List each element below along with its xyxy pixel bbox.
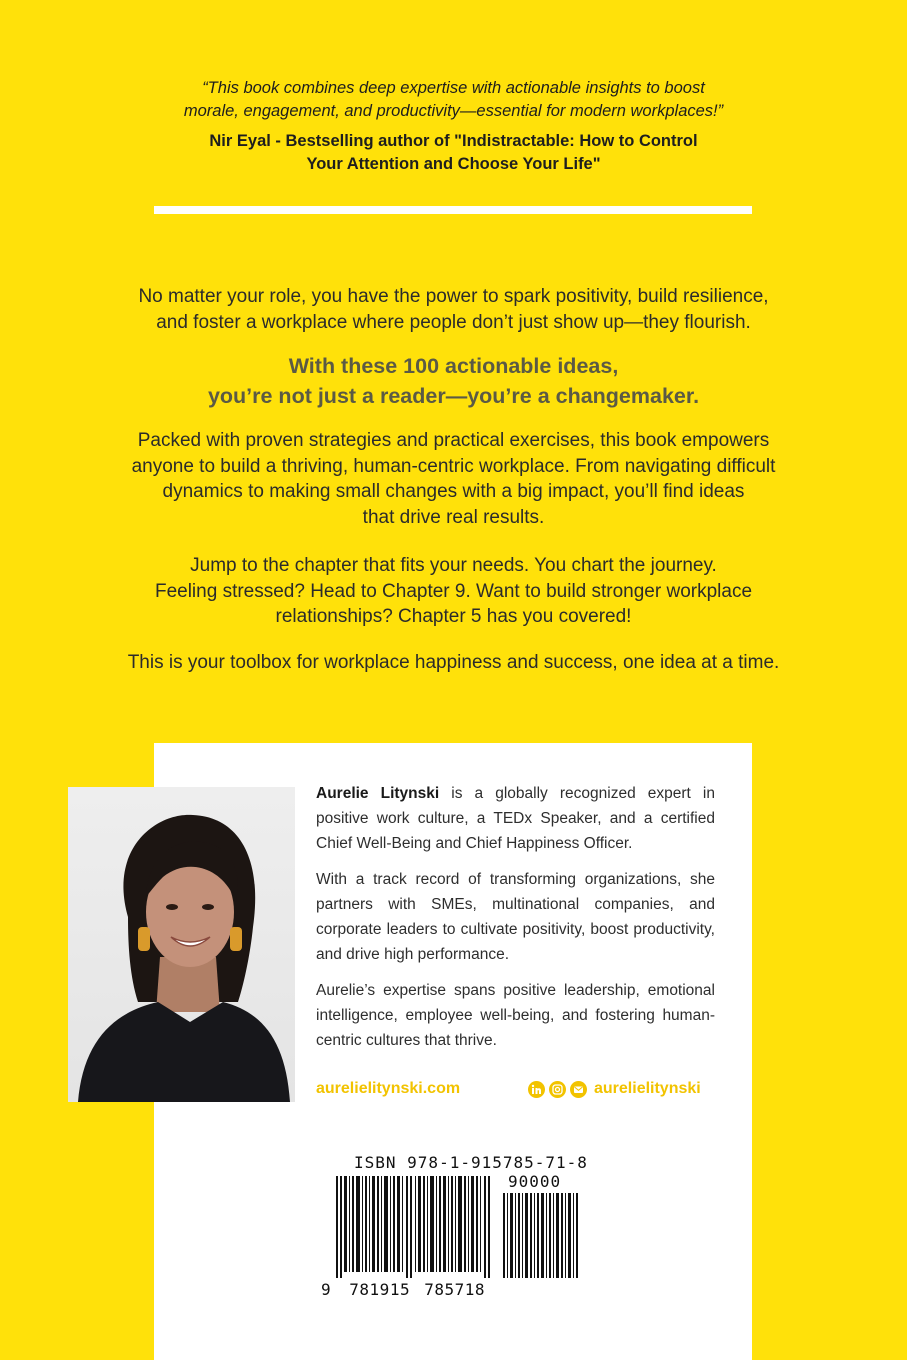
intro-paragraph	[60, 284, 847, 335]
supplement-digits: 90000	[508, 1172, 562, 1191]
supplement-barcode	[503, 1193, 581, 1278]
quote-line: morale, engagement, and productivity—essential for modern workplaces!”	[183, 102, 724, 120]
text-line: dynamics to making small changes with a big impact, you’ll find ideas	[162, 481, 745, 502]
social-links	[528, 1080, 701, 1098]
divider	[154, 206, 752, 214]
social-handle[interactable]: aurelielitynski	[594, 1080, 701, 1097]
author-name: Aurelie Litynski	[316, 785, 440, 802]
text-line: Packed with proven strategies and practical exercises, this book empowers	[137, 430, 770, 451]
ean-group-left: 781915	[349, 1280, 411, 1299]
attribution-line: Nir Eyal - Bestselling author of "Indistractable: How to Control	[209, 132, 698, 150]
ean-first-digit: 9	[321, 1280, 332, 1299]
attribution-line: Your Attention and Choose Your Life"	[306, 155, 601, 173]
text-line: relationships? Chapter 5 has you covered!	[275, 606, 632, 627]
isbn-label: ISBN 978-1-915785-71-8	[354, 1153, 588, 1172]
testimonial-attribution	[90, 130, 817, 176]
text-line: No matter your role, you have the power to spark positivity, build resilience,	[138, 286, 769, 307]
highlight-statement	[60, 351, 847, 411]
author-photo	[68, 787, 295, 1102]
linkedin-icon[interactable]	[528, 1081, 545, 1098]
isbn-barcode	[336, 1176, 492, 1278]
testimonial-quote	[90, 77, 817, 123]
text-line: Feeling stressed? Head to Chapter 9. Want to build stronger workplace	[154, 580, 753, 602]
author-bio-expertise: Aurelie’s expertise spans positive leadership, emotional intelligence, employee well-being, and fostering human-centric cultures that thrive.	[316, 982, 715, 1049]
text-line: you’re not just a reader—you’re a changemaker.	[207, 384, 700, 408]
author-bio-intro	[316, 781, 715, 856]
text-line: Jump to the chapter that fits your needs. You chart the journey.	[190, 555, 717, 576]
ean-group-right: 785718	[424, 1280, 486, 1299]
text-line: With these 100 actionable ideas,	[288, 354, 619, 378]
instagram-icon[interactable]	[549, 1081, 566, 1098]
text-line: that drive real results.	[362, 506, 545, 528]
quote-line: “This book combines deep expertise with actionable insights to boost	[202, 79, 705, 97]
chapter-guide-paragraph	[60, 553, 847, 630]
closing-paragraph: This is your toolbox for workplace happiness and success, one idea at a time.	[127, 652, 780, 673]
ean-digits	[321, 1280, 485, 1299]
author-bio-track-record: With a track record of transforming organizations, she partners with SMEs, multinational companies, and corporate leaders to cultivate positivity, boost productivity, and drive high performance.	[316, 871, 715, 963]
bio-text: is a globally recognized expert in positive work culture, a TEDx Speaker, and a certified Chief Well-Being and Chief Happiness Officer.	[316, 785, 715, 852]
description-paragraph	[60, 428, 847, 530]
mail-icon[interactable]	[570, 1081, 587, 1098]
text-line: and foster a workplace where people don’t just show up—they flourish.	[156, 311, 751, 333]
text-line: anyone to build a thriving, human-centric workplace. From navigating difficult	[131, 455, 776, 477]
author-website-link[interactable]: aurelielitynski.com	[316, 1080, 461, 1097]
